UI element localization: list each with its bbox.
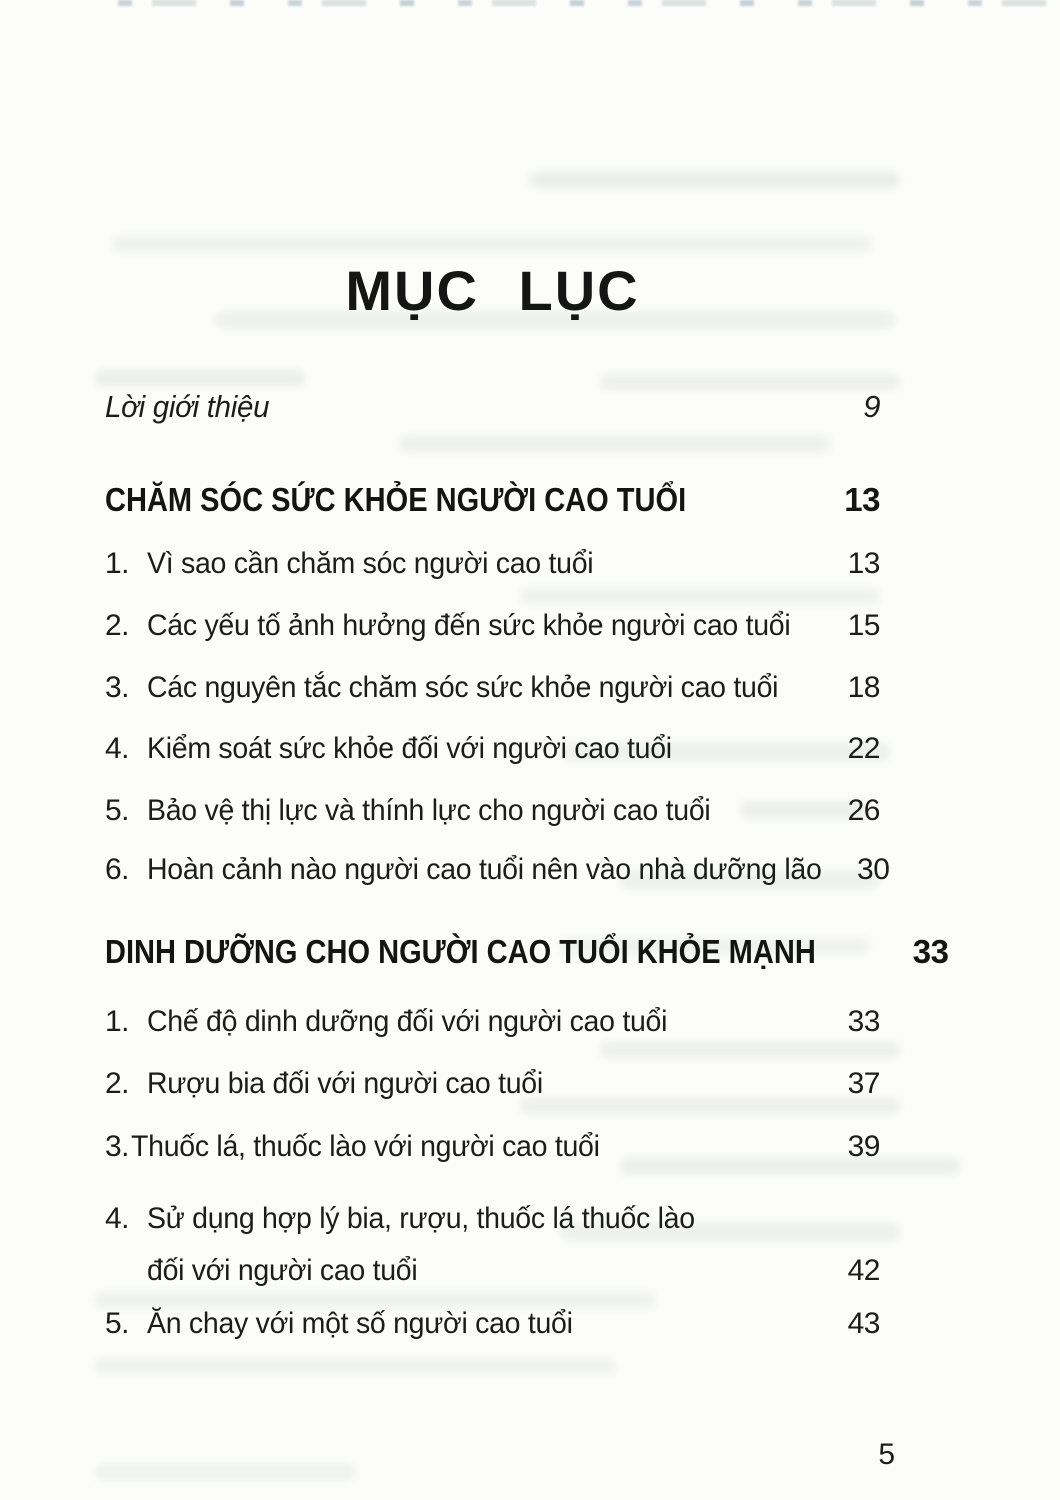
toc-entry-label: Lời giới thiệu (105, 389, 270, 424)
toc-heading-label: DINH DƯỠNG CHO NGƯỜI CAO TUỔI KHỎE MẠNH (105, 933, 816, 970)
toc-entry-page: 30 (857, 853, 890, 886)
toc-entry-number: 6. (105, 853, 130, 886)
bleedthrough-artifact (112, 236, 872, 252)
toc-entry-page: 39 (847, 1130, 880, 1163)
toc-entry-label: Kiểm soát sức khỏe đối với người cao tuổi (147, 732, 672, 765)
toc-entry (105, 1128, 880, 1166)
toc-entry-label: Ăn chay với một số người cao tuổi (147, 1307, 573, 1340)
toc-entry-label: Rượu bia đối với người cao tuổi (147, 1067, 543, 1100)
toc-entry-label: Các yếu tố ảnh hưởng đến sức khỏe người cao tuổi (147, 609, 791, 642)
bleedthrough-artifact (95, 1464, 355, 1480)
toc-entry-label: Hoàn cảnh nào người cao tuổi nên vào nhà dưỡng lão (147, 853, 822, 886)
toc-entry-number: 5. (105, 1307, 130, 1340)
toc-entry-number: 1. (105, 1005, 130, 1038)
toc-entry (105, 1003, 880, 1041)
toc-entry-label: Các nguyên tắc chăm sóc sức khỏe người cao tuổi (147, 671, 779, 704)
toc-entry-label: Vì sao cần chăm sóc người cao tuổi (147, 547, 594, 580)
toc-entry-number: 2. (105, 609, 130, 642)
toc-entry-page: 37 (847, 1067, 880, 1100)
toc-section-heading (105, 933, 949, 971)
page-edge-scan-artifact (118, 0, 1060, 6)
toc-entry-page: 22 (847, 732, 880, 765)
toc-entry-label: Bảo vệ thị lực và thính lực cho người cao tuổi (147, 794, 711, 827)
toc-entry-number: 4. (105, 732, 130, 765)
bleedthrough-artifact (95, 1358, 615, 1374)
toc-entry-page: 15 (847, 609, 880, 642)
toc-entry (105, 545, 880, 583)
toc-entry (105, 851, 890, 889)
toc-entry-page: 9 (863, 389, 880, 424)
toc-entry-number: 3. (105, 1130, 130, 1163)
toc-entry-page: 18 (847, 671, 880, 704)
toc-entry-page: 42 (847, 1254, 880, 1287)
toc-heading-page: 13 (844, 481, 880, 518)
toc-entry-line2: đối với người cao tuổi (147, 1254, 418, 1287)
toc-entry (105, 1193, 880, 1297)
toc-section-heading (105, 481, 880, 519)
toc-entry (105, 1305, 880, 1343)
toc-entry (105, 669, 880, 707)
toc-heading-label: CHĂM SÓC SỨC KHỎE NGƯỜI CAO TUỔI (105, 481, 687, 518)
bleedthrough-artifact (95, 370, 305, 386)
toc-entry (105, 1065, 880, 1103)
toc-entry-label: Chế độ dinh dưỡng đối với người cao tuổi (147, 1005, 668, 1038)
toc-entry-number: 1. (105, 547, 130, 580)
toc-entry-label: Thuốc lá, thuốc lào với người cao tuổi (131, 1130, 600, 1163)
toc-entry (105, 607, 880, 645)
toc-entry-number: 5. (105, 794, 130, 827)
toc-heading-page: 33 (912, 933, 949, 970)
toc-entry (105, 792, 880, 830)
toc-entry-number: 2. (105, 1067, 130, 1100)
toc-entry (105, 730, 880, 768)
toc-title: MỤC LỤC (345, 259, 640, 322)
bleedthrough-artifact (400, 436, 830, 452)
bleedthrough-artifact (530, 172, 900, 188)
toc-entry-number: 3. (105, 671, 130, 704)
toc-entry-page: 33 (847, 1005, 880, 1038)
bleedthrough-artifact (600, 1042, 900, 1058)
toc-entry-line1: Sử dụng hợp lý bia, rượu, thuốc lá thuốc lào (147, 1202, 695, 1235)
bleedthrough-artifact (520, 588, 880, 604)
toc-entry-number: 4. (105, 1202, 130, 1235)
toc-entry-intro (105, 388, 880, 426)
page-folio-number: 5 (878, 1438, 895, 1471)
toc-entry-page: 13 (847, 547, 880, 580)
toc-entry-label (147, 1193, 813, 1297)
toc-entry-page: 26 (847, 794, 880, 827)
toc-entry-page: 43 (847, 1307, 880, 1340)
